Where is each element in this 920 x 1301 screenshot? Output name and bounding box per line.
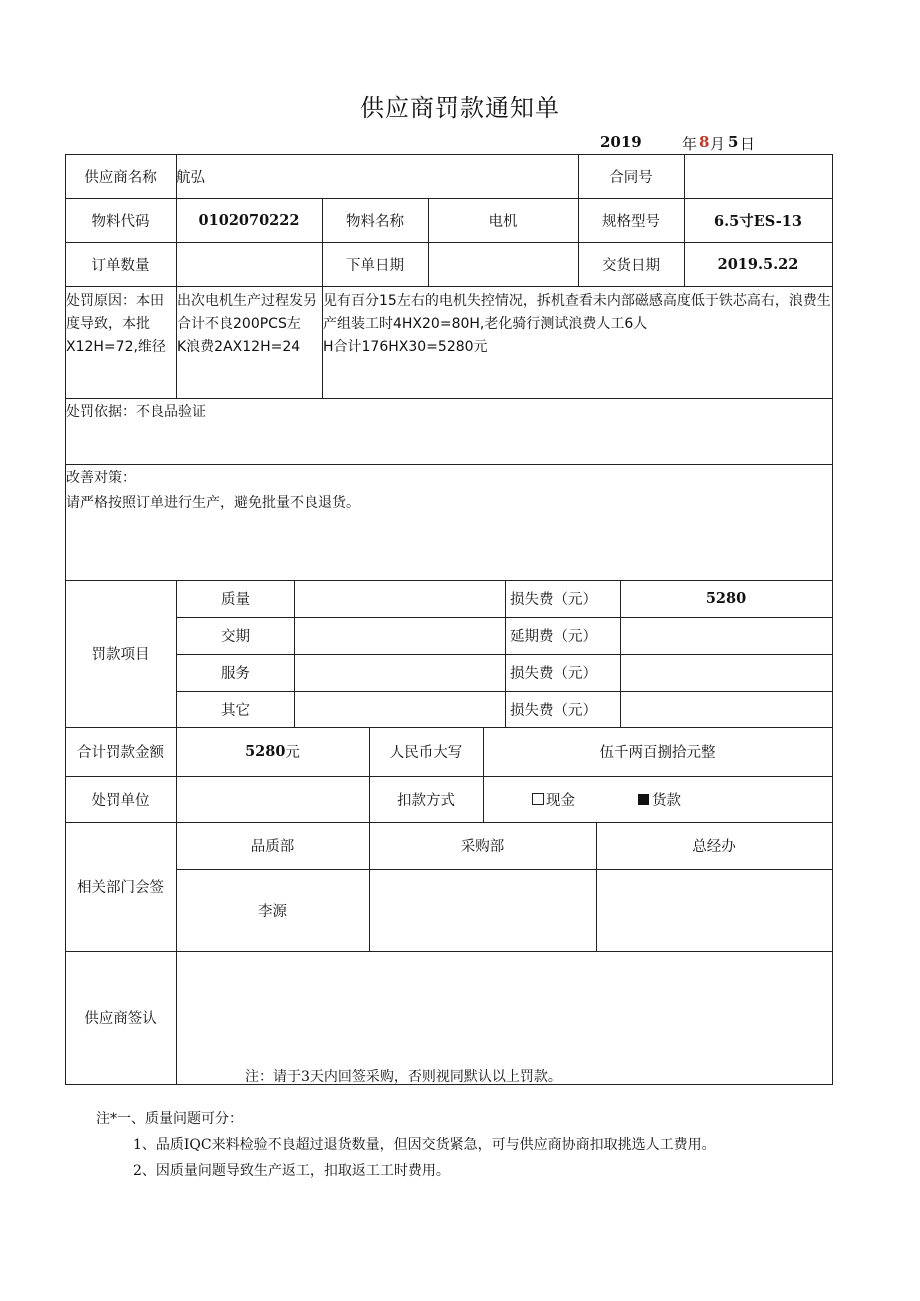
penalty-items-label: 罚款项目 (91, 647, 150, 663)
date-year-label: 年 (682, 135, 698, 153)
improvement-label: 改善对策： (66, 470, 136, 486)
penalty-reason-col3: 见有百分15左右的电机失控情况，拆机查看未内部磁感高度低于铁芯高右，浪费生 产组装工时4HX20=80H,老化骑行测试浪费人工6人 H合计176HX30=5280元 (323, 293, 831, 355)
penalty-unit-label: 处罚单位 (91, 792, 150, 809)
quality-fee-value: 5280 (705, 590, 747, 607)
total-amount (176, 727, 369, 776)
general-office-signature[interactable] (596, 869, 832, 951)
delay-fee-label: 延期费（元） (510, 629, 597, 645)
spec-model-label: 规格型号 (602, 213, 660, 230)
other-fee-label: 损失费（元） (510, 702, 597, 719)
loss-fee-label: 损失费（元） (510, 592, 597, 608)
goods-payment-option[interactable] (638, 776, 748, 822)
goods-payment-checkbox[interactable] (638, 794, 649, 805)
penalty-item-service: 服务 (221, 666, 250, 682)
total-amount-unit: 元 (285, 745, 300, 761)
penalty-reason-col1: 处罚原因：本田 度导致，本批 X12H=72,维径 (66, 293, 166, 355)
service-fee-value (620, 654, 832, 691)
contract-no-value (684, 154, 832, 198)
other-fee-value (620, 691, 832, 727)
penalty-item-quality: 质量 (221, 592, 250, 608)
cash-checkbox[interactable] (532, 793, 544, 805)
deduction-method-label: 扣款方式 (397, 792, 455, 809)
footer-note-item2: 2、因质量问题导致生产返工，扣取返工工时费用。 (133, 1163, 450, 1179)
delivery-date-value: 2019.5.22 (717, 255, 799, 273)
date-month-label: 月 (710, 135, 726, 153)
rmb-uppercase-value: 伍千两百捌拾元整 (599, 745, 716, 761)
purchasing-dept-label: 采购部 (460, 839, 505, 855)
dept-countersign-label: 相关部门会签 (77, 880, 164, 896)
quality-dept-signature: 李源 (258, 903, 287, 920)
footer-note-head: 注*一、质量问题可分： (96, 1111, 243, 1127)
page-title: 供应商罚款通知单 (360, 94, 560, 122)
supplier-name-value: 航弘 (176, 169, 205, 186)
penalty-unit-value (176, 776, 369, 822)
supplier-confirm-label: 供应商签认 (84, 1011, 157, 1027)
total-amount-value: 5280 (245, 743, 286, 760)
date-day: 5 (728, 133, 739, 151)
date-month: 8 (699, 133, 710, 151)
general-office-label: 总经办 (692, 839, 736, 855)
material-name-label: 物料名称 (346, 213, 404, 230)
purchasing-dept-signature[interactable] (369, 869, 596, 951)
order-qty-value (176, 242, 322, 286)
contract-no-label: 合同号 (609, 169, 653, 186)
spec-model-value: 6.5寸ES-13 (714, 212, 802, 230)
service-fee-label: 损失费（元） (510, 666, 597, 682)
order-date-value (428, 242, 578, 286)
cash-label: 现金 (546, 792, 575, 809)
penalty-basis: 处罚依据：不良品验证 (66, 404, 206, 420)
material-code-label: 物料代码 (91, 213, 150, 230)
footer-note-item1: 1、品质IQC来料检验不良超过退货数量，但因交货紧急，可与供应商协商扣取挑选人工费用。 (133, 1137, 716, 1153)
penalty-item-other: 其它 (221, 702, 250, 719)
delay-fee-value (620, 617, 832, 654)
rmb-uppercase-label: 人民币大写 (389, 745, 463, 761)
material-name-value: 电机 (488, 213, 518, 230)
material-code-value: 0102070222 (198, 211, 300, 229)
penalty-item-delivery: 交期 (221, 629, 250, 645)
delivery-date-label: 交货日期 (602, 257, 660, 274)
cash-option[interactable] (532, 776, 642, 822)
supplier-confirm-note: 注：请于3天内回签采购，否则视同默认以上罚款。 (245, 1069, 562, 1085)
order-date-label: 下单日期 (346, 257, 404, 274)
quality-dept-label: 品质部 (250, 839, 295, 855)
order-qty-label: 订单数量 (91, 257, 150, 274)
supplier-name-label: 供应商名称 (84, 169, 157, 186)
goods-payment-label: 货款 (652, 792, 681, 809)
improvement-text: 请严格按照订单进行生产，避免批量不良退货。 (66, 495, 360, 511)
date-year: 2019 (600, 133, 642, 151)
date-day-label: 日 (740, 135, 756, 153)
penalty-reason-col2: 出次电机生产过程发另 合计不良200PCS左 K浪费2AX12H=24 (177, 293, 317, 355)
total-amount-label: 合计罚款金额 (77, 745, 164, 761)
